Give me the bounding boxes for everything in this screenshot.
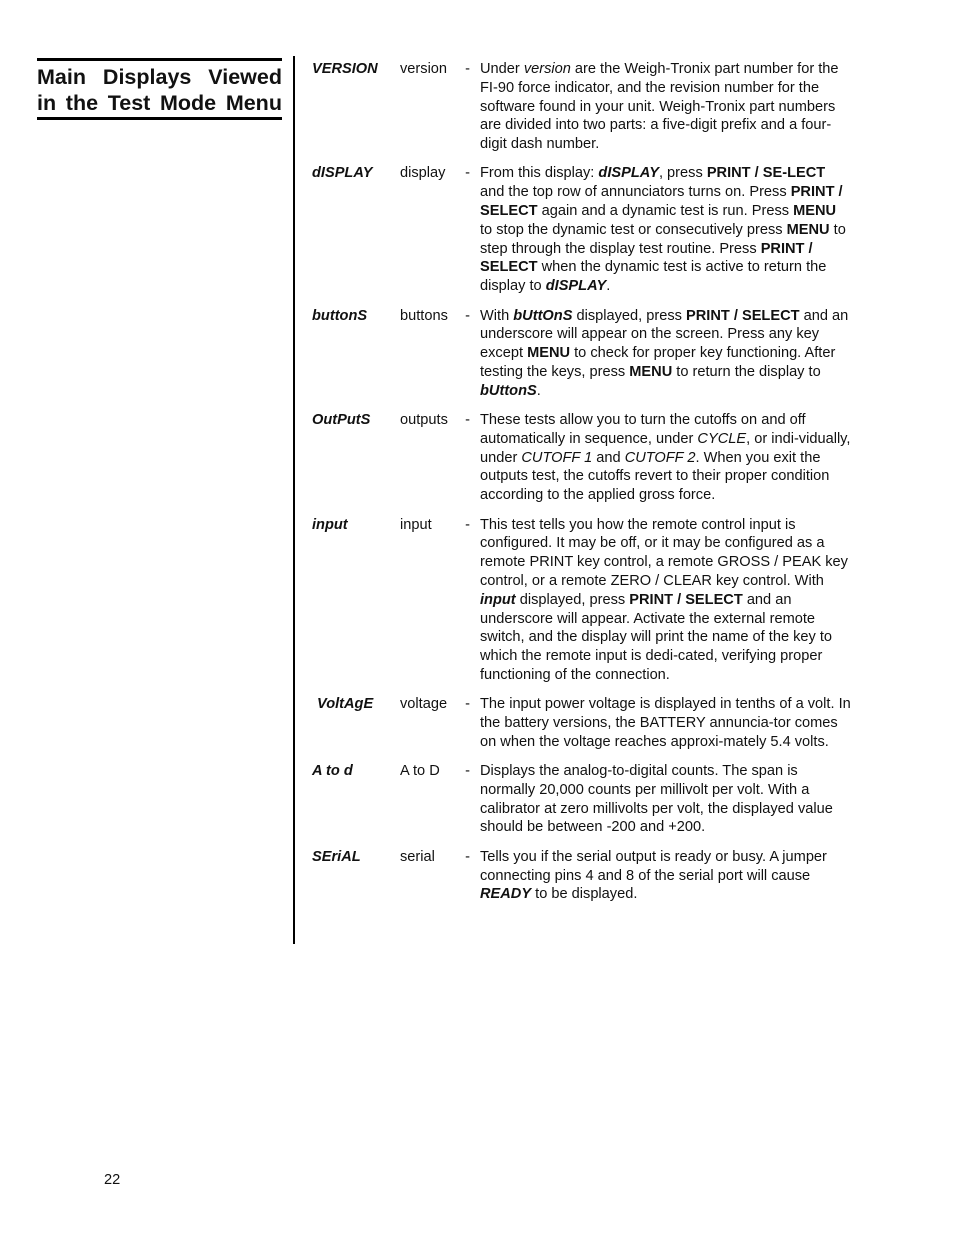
display-name: [400, 516, 480, 685]
dash-separator: -: [465, 848, 470, 865]
title-word: Main: [37, 65, 86, 89]
display-description: [480, 695, 852, 751]
entry-buttons: [312, 307, 852, 401]
description-text: CYCLE: [697, 430, 747, 447]
vertical-divider: [293, 56, 295, 944]
dash-separator: -: [465, 516, 470, 533]
description-text: to return the display to: [672, 363, 821, 380]
description-text: , or indi-vidually, under: [480, 430, 851, 466]
description-text: Tells you if the serial output is ready or busy. A jumper connecting pins 4 and 8 of the serial port will cause: [480, 848, 827, 884]
description-text: PRINT / SELECT: [629, 591, 743, 608]
description-text: MENU: [786, 221, 830, 238]
display-name: [400, 848, 480, 904]
description-text: . When you exit the outputs test, the cutoffs revert to their proper condition according to the applied gross force.: [480, 449, 830, 504]
section-title-line-1: [37, 64, 282, 90]
title-word: the: [65, 91, 99, 115]
description-text: dISPLAY: [545, 278, 607, 295]
description-text: to check for proper key functioning. After testing the keys, press: [480, 345, 836, 380]
description-text: to stop the dynamic test or consecutively press: [480, 221, 787, 238]
display-name-text: outputs: [400, 412, 448, 429]
title-word: Displays: [102, 65, 192, 89]
entry-voltage: [312, 695, 852, 751]
description-text: This test tells you how the remote control input is configured. It may be off, or it may be configured as a remote PRINT key control, a remote GROSS / PEAK key control, or a remote ZERO / CLEAR key control. With: [480, 516, 848, 589]
description-text: .: [606, 278, 611, 295]
description-text: version: [523, 61, 571, 77]
display-name: [400, 307, 480, 401]
description-text: With: [480, 307, 514, 324]
section-title-line-2: [37, 90, 282, 116]
dash-separator: -: [465, 61, 470, 77]
description-text: CUTOFF 2: [624, 449, 696, 466]
display-name: [400, 695, 480, 751]
description-text: displayed, press: [572, 307, 687, 324]
description-text: are the Weigh-Tronix part number for the FI-90 force indicator, and the revision number for the software found in your unit. Weigh-Tronix part numbers are divided into two parts: a five-digit prefix and a four-digit dash number.: [480, 61, 839, 153]
description-text: From this display:: [480, 165, 599, 182]
title-word: Mode: [160, 91, 217, 115]
display-name-text: serial: [400, 848, 435, 865]
description-text: input: [480, 591, 516, 608]
description-text: MENU: [629, 363, 673, 380]
description-text: .: [536, 382, 541, 399]
description-text: The input power voltage is displayed in tenths of a volt. In the battery versions, the BATTERY annuncia-tor comes on when the voltage reaches approxi-mately 5.4 volts.: [480, 696, 851, 750]
dash-separator: -: [465, 763, 470, 780]
dash-separator: -: [465, 165, 470, 182]
description-text: MENU: [793, 203, 837, 220]
title-word: in: [37, 91, 57, 115]
description-text: when the dynamic test is active to return the display to: [480, 259, 827, 295]
title-word: Test: [107, 91, 151, 115]
description-text: CUTOFF 1: [521, 449, 593, 466]
display-code: buttonS: [312, 307, 368, 324]
description-text: and an underscore will appear on the screen. Press any key except: [480, 307, 849, 362]
display-description: [480, 164, 852, 296]
display-description: [480, 411, 852, 505]
page-number: 22: [104, 1172, 121, 1188]
display-code: dISPLAY: [312, 165, 373, 182]
description-text: bUttOnS: [513, 307, 573, 324]
display-code: VoltAgE: [317, 696, 374, 713]
description-text: and an underscore will appear. Activate the external remote switch, and the display will print the name of the key to which the remote input is dedi-cated, verifying proper functioning of the connection.: [480, 591, 833, 683]
display-name-text: buttons: [400, 307, 448, 324]
display-description: [480, 762, 852, 837]
display-code: VERSION: [312, 61, 378, 77]
description-text: MENU: [527, 345, 571, 362]
display-name-text: display: [400, 165, 446, 182]
description-text: Displays the analog-to-digital counts. The span is normally 20,000 counts per millivolt per volt. With a calibrator at zero millivolts per volt, the displayed value should be between -200 and +200.: [480, 763, 833, 836]
display-description: [480, 60, 852, 154]
entry-outputs: [312, 411, 852, 505]
description-text: bUttonS: [480, 382, 537, 399]
display-name: [400, 762, 480, 837]
description-text: , press: [658, 165, 707, 182]
title-word: Viewed: [208, 65, 282, 89]
description-text: again and a dynamic test is run. Press: [537, 203, 794, 220]
description-text: to step through the display test routine. Press: [480, 221, 846, 257]
display-code: OutPutS: [312, 412, 371, 429]
display-description: [480, 516, 852, 685]
description-text: Under: [480, 61, 524, 77]
description-text: and the top row of annunciators turns on. Press: [480, 184, 791, 201]
display-name: [400, 164, 480, 296]
display-code: SEriAL: [312, 848, 361, 865]
description-text: READY: [480, 886, 532, 903]
entry-a-to-d: [312, 762, 852, 837]
description-text: PRINT / SE-LECT: [706, 165, 826, 182]
display-name: [400, 411, 480, 505]
description-text: to be displayed.: [531, 886, 638, 903]
entry-display: [312, 164, 852, 296]
title-word: Menu: [225, 91, 282, 115]
description-text: displayed, press: [515, 591, 630, 608]
display-name-text: version: [400, 61, 448, 77]
display-description: [480, 848, 852, 904]
display-entries-list: [312, 60, 852, 915]
description-text: PRINT / SELECT: [480, 240, 813, 276]
description-text: PRINT / SELECT: [480, 184, 843, 220]
dash-separator: -: [465, 696, 470, 713]
description-text: PRINT / SELECT: [686, 307, 800, 324]
display-name-text: voltage: [400, 696, 448, 713]
description-text: and: [592, 449, 625, 466]
display-name: [400, 60, 480, 154]
section-title: [37, 58, 282, 120]
dash-separator: -: [465, 307, 470, 324]
entry-serial: [312, 848, 852, 904]
description-text: These tests allow you to turn the cutoffs on and off automatically in sequence, under: [480, 412, 806, 447]
display-code: input: [312, 516, 348, 533]
display-description: [480, 307, 852, 401]
dash-separator: -: [465, 412, 470, 429]
display-name-text: A to D: [400, 763, 440, 780]
entry-input: [312, 516, 852, 685]
description-text: dISPLAY: [598, 165, 659, 182]
entry-version: [312, 60, 852, 154]
display-name-text: input: [400, 516, 432, 533]
display-code: A to d: [312, 763, 353, 780]
